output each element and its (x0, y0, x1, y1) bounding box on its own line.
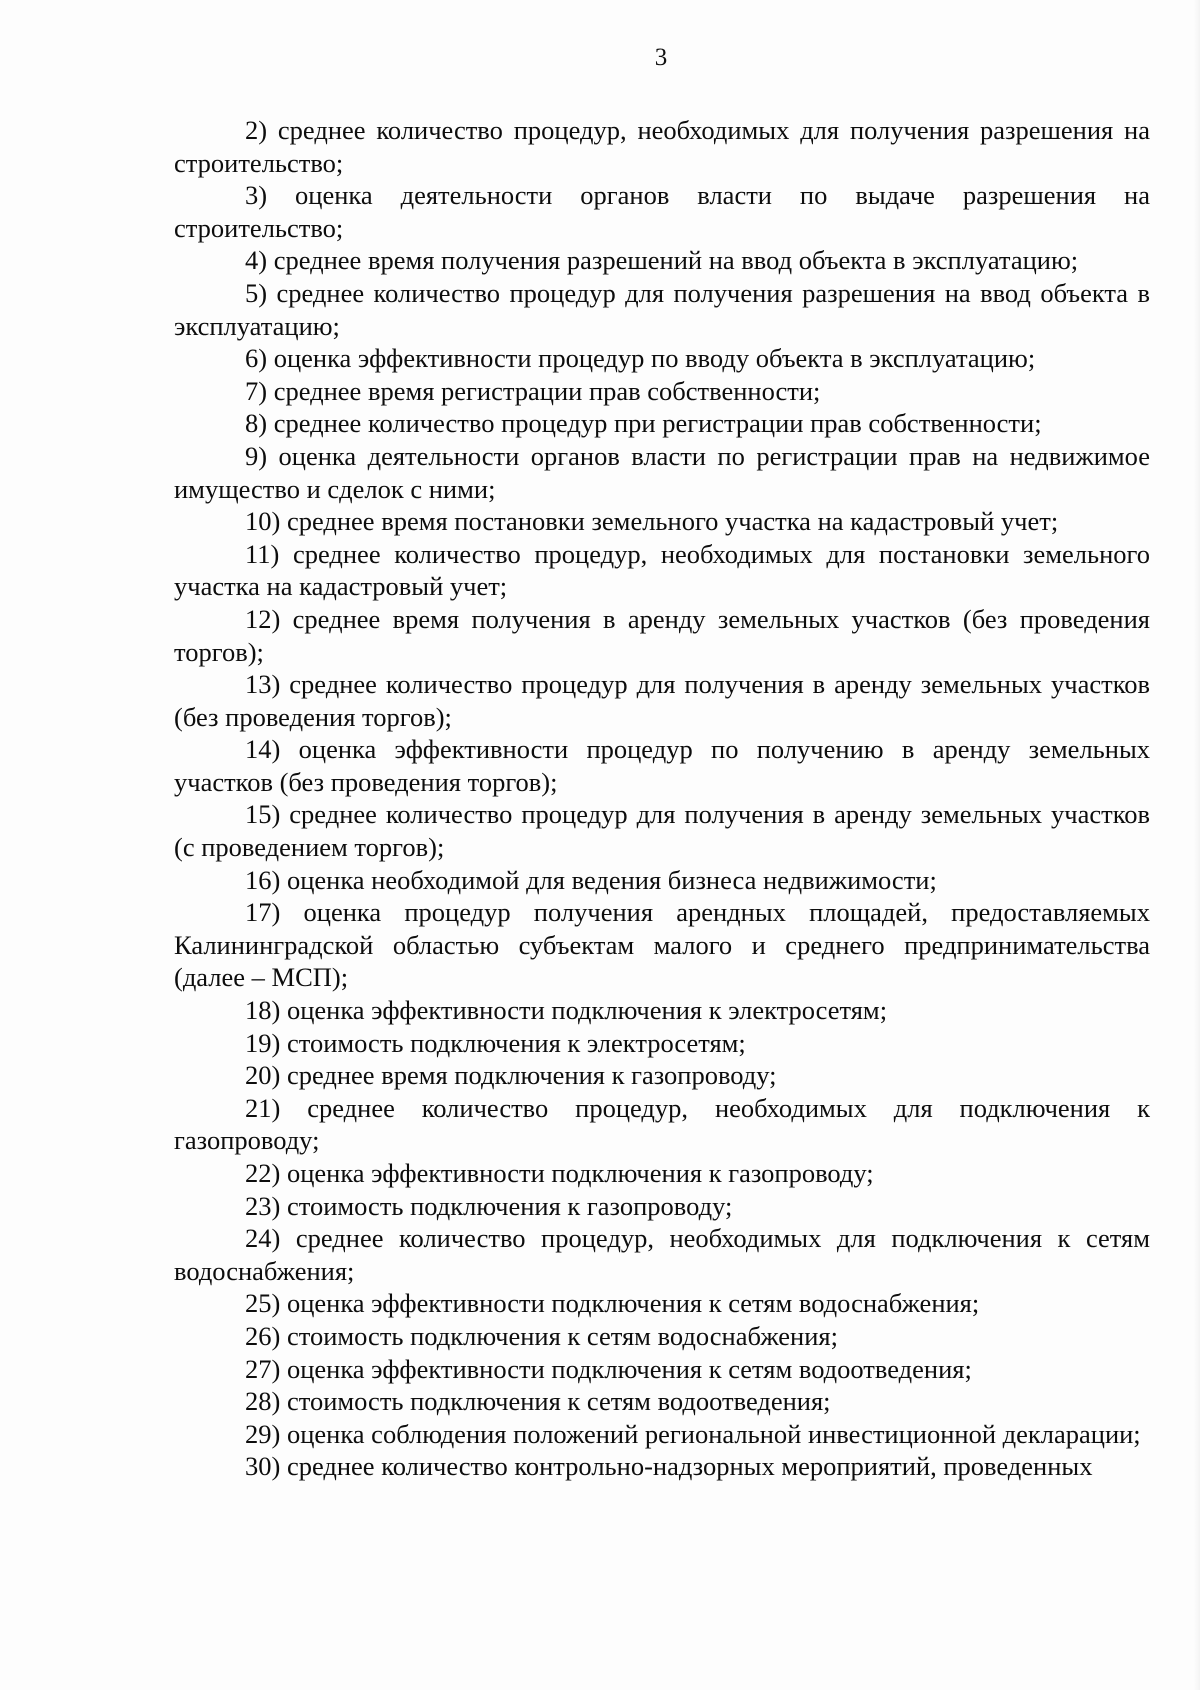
list-item: 28) стоимость подключения к сетям водоотведения; (245, 1386, 831, 1417)
list-item: 25) оценка эффективности подключения к сетям водоснабжения; (245, 1288, 980, 1319)
list-item: 4) среднее время получения разрешений на ввод объекта в эксплуатацию; (245, 245, 1079, 276)
list-item: 12) среднее время получения в аренду земельных участков (без проведения торгов); (174, 603, 1150, 667)
list-item: 21) среднее количество процедур, необходимых для подключения к газопроводу; (174, 1092, 1150, 1156)
list-item: 9) оценка деятельности органов власти по регистрации прав на недвижимое имущество и сделок с ними; (174, 440, 1150, 504)
list-item: 7) среднее время регистрации прав собственности; (245, 375, 821, 406)
list-item: 15) среднее количество процедур для получения в аренду земельных участков (с проведением торгов); (174, 799, 1150, 863)
list-item: 3) оценка деятельности органов власти по выдаче разрешения на строительство; (174, 180, 1150, 243)
list-item: 23) стоимость подключения к газопроводу; (245, 1190, 733, 1221)
list-item: 10) среднее время постановки земельного участка на кадастровый учет; (245, 506, 1059, 537)
list-item: 22) оценка эффективности подключения к газопроводу; (245, 1158, 874, 1188)
list-item: 16) оценка необходимой для ведения бизнеса недвижимости; (245, 864, 937, 895)
list-item: 17) оценка процедур получения арендных площадей, предоставляемых Калининградской областью субъектам малого и среднего предпринимательства (далее – МСП); (174, 897, 1150, 993)
list-item: 13) среднее количество процедур для получения в аренду земельных участков (без проведения торгов); (174, 669, 1150, 732)
list-item: 5) среднее количество процедур для получения разрешения на ввод объекта в эксплуатацию; (174, 277, 1150, 341)
list-item: 2) среднее количество процедур, необходимых для получения разрешения на строительство; (174, 115, 1150, 178)
list-item: 24) среднее количество процедур, необходимых для подключения к сетям водоснабжения; (174, 1223, 1150, 1286)
list-item: 19) стоимость подключения к электросетям; (245, 1027, 746, 1058)
indicator-list (174, 114, 1150, 1483)
list-item: 11) среднее количество процедур, необходимых для постановки земельного участка на кадастровый учет; (174, 538, 1150, 602)
list-item: 8) среднее количество процедур при регистрации прав собственности; (245, 408, 1042, 439)
page-number: 3 (654, 44, 668, 71)
list-item: 26) стоимость подключения к сетям водоснабжения; (245, 1320, 838, 1351)
list-item: 29) оценка соблюдения положений региональной инвестиционной декларации; (245, 1418, 1141, 1449)
list-item: 14) оценка эффективности процедур по получению в аренду земельных участков (без проведения торгов); (174, 734, 1150, 797)
list-item: 27) оценка эффективности подключения к сетям водоотведения; (245, 1353, 972, 1384)
list-item: 18) оценка эффективности подключения к электросетям; (245, 995, 888, 1026)
list-item: 30) среднее количество контрольно-надзорных мероприятий, проведенных (245, 1451, 1093, 1482)
list-item: 6) оценка эффективности процедур по вводу объекта в эксплуатацию; (245, 343, 1036, 374)
scan-edge-shadow (1194, 0, 1200, 1690)
list-item: 20) среднее время подключения к газопроводу; (245, 1060, 777, 1091)
